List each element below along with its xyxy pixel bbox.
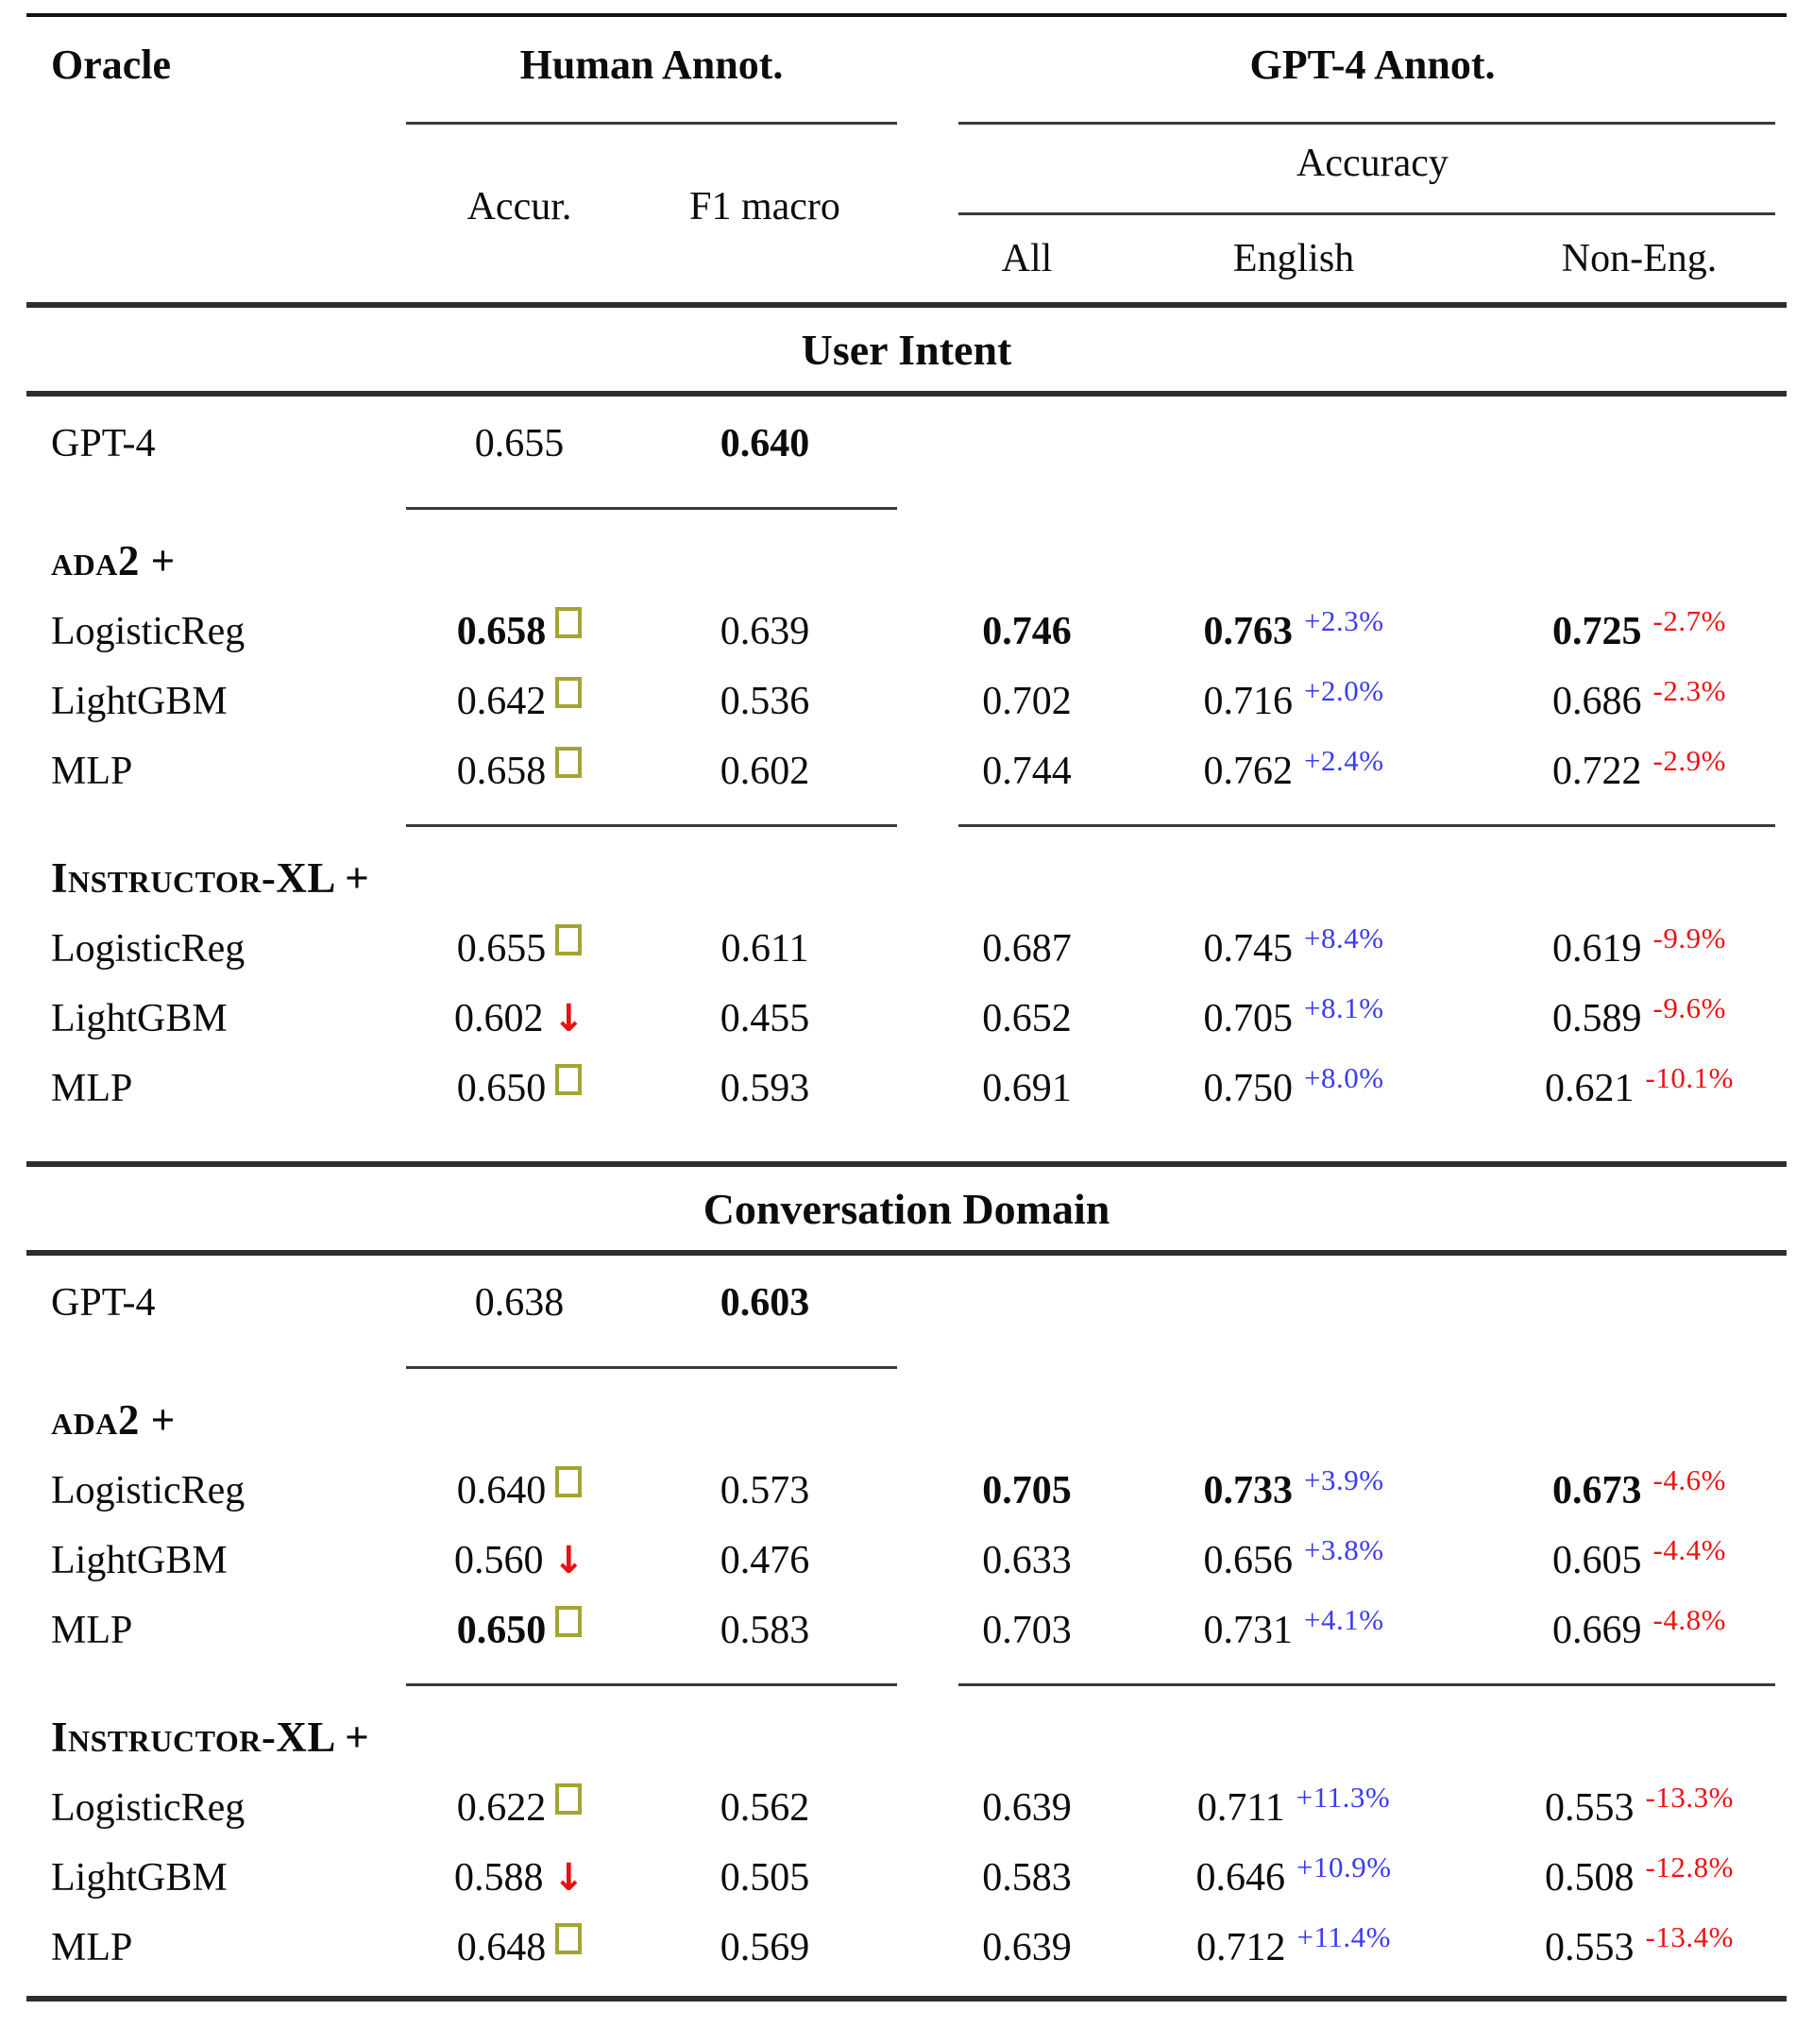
all-cell — [958, 1925, 1095, 1970]
significance-marker-icon — [555, 1606, 582, 1637]
f1-value: 0.639 — [720, 610, 810, 653]
noneng-delta: -4.6% — [1652, 1463, 1726, 1496]
column-header-f1-macro: F1 macro — [689, 185, 840, 228]
accur-value: 0.560 — [453, 1539, 544, 1582]
noneng-value: 0.669 — [1552, 1609, 1642, 1652]
section-title: Conversation Domain — [703, 1184, 1110, 1233]
english-delta: +10.9% — [1296, 1850, 1392, 1884]
significance-marker-icon: ↓ — [552, 1539, 585, 1582]
header-row-groups — [26, 17, 1787, 111]
noneng-value: 0.553 — [1545, 1786, 1635, 1830]
english-value: 0.712 — [1196, 1926, 1286, 1969]
noneng-value: 0.553 — [1545, 1926, 1635, 1969]
noneng-delta: -9.9% — [1652, 921, 1726, 954]
english-value: 0.656 — [1203, 1539, 1293, 1582]
english-value: 0.646 — [1195, 1856, 1285, 1900]
accuracy-rule — [958, 202, 1775, 215]
english-delta: +8.0% — [1303, 1061, 1384, 1094]
all-cell — [958, 1855, 1095, 1900]
accur-cell — [406, 421, 633, 466]
column-group-gpt4-annot: GPT-4 Annot. — [1249, 41, 1496, 88]
english-value: 0.716 — [1203, 680, 1293, 723]
f1-cell — [633, 1538, 897, 1583]
significance-marker-icon: ↓ — [552, 997, 585, 1040]
column-header-english: English — [1232, 237, 1355, 280]
noneng-delta: -2.3% — [1652, 674, 1726, 707]
column-header-accuracy: Accuracy — [1296, 142, 1449, 185]
english-value: 0.711 — [1196, 1786, 1285, 1830]
english-cell — [1095, 1781, 1492, 1831]
all-cell — [958, 1785, 1095, 1831]
accur-cell — [406, 609, 633, 654]
f1-cell — [633, 1608, 897, 1653]
accur-cell — [406, 1468, 633, 1513]
significance-marker-icon — [555, 1466, 582, 1497]
all-value: 0.746 — [982, 610, 1072, 653]
significance-marker-icon — [555, 1923, 582, 1954]
table-row — [26, 1526, 1787, 1596]
accur-value: 0.640 — [456, 1469, 547, 1512]
model-label: MLP — [51, 750, 133, 793]
f1-value: 0.505 — [720, 1856, 810, 1900]
column-header-all: All — [1001, 237, 1053, 280]
embedding-label-instructor-xl: Instructor-XL + — [51, 854, 370, 902]
english-cell — [1095, 1850, 1492, 1900]
noneng-cell — [1492, 1850, 1787, 1900]
noneng-cell — [1492, 1533, 1787, 1583]
noneng-cell — [1492, 604, 1787, 654]
table-row — [26, 597, 1787, 667]
noneng-cell — [1492, 991, 1787, 1041]
all-cell — [958, 609, 1095, 654]
human-annot-rule — [406, 1665, 897, 1686]
significance-marker-icon — [555, 1783, 582, 1815]
all-value: 0.639 — [982, 1786, 1072, 1830]
f1-cell — [633, 749, 897, 794]
f1-value: 0.640 — [720, 422, 810, 465]
noneng-delta: -13.4% — [1645, 1920, 1734, 1953]
accur-value: 0.655 — [456, 927, 547, 971]
model-label: LightGBM — [51, 1856, 228, 1900]
english-cell — [1095, 604, 1492, 654]
english-cell — [1095, 921, 1492, 971]
noneng-cell — [1492, 744, 1787, 794]
f1-value: 0.602 — [720, 750, 810, 793]
model-label: LogisticReg — [51, 1786, 246, 1830]
english-delta: +4.1% — [1303, 1603, 1384, 1636]
f1-cell — [633, 609, 897, 654]
noneng-delta: -10.1% — [1645, 1061, 1734, 1094]
embedding-label-ada2: ada2 + — [51, 537, 176, 584]
model-label: GPT-4 — [51, 1281, 156, 1325]
f1-cell — [633, 1066, 897, 1111]
english-delta: +2.0% — [1303, 674, 1384, 707]
gpt4-annot-rule — [958, 806, 1775, 827]
accur-cell — [406, 1925, 633, 1970]
accur-cell — [406, 1280, 633, 1326]
all-value: 0.633 — [982, 1539, 1072, 1582]
all-value: 0.705 — [982, 1469, 1072, 1512]
all-cell — [958, 1608, 1095, 1653]
f1-cell — [633, 679, 897, 724]
accur-value: 0.650 — [456, 1609, 547, 1652]
english-cell — [1095, 1463, 1492, 1513]
embedding-label-instructor-xl: Instructor-XL + — [51, 1714, 370, 1761]
model-label: MLP — [51, 1067, 133, 1110]
block-label-row — [26, 525, 1787, 597]
accur-cell — [406, 996, 633, 1041]
english-value: 0.763 — [1203, 610, 1293, 653]
noneng-delta: -2.9% — [1652, 744, 1726, 777]
noneng-cell — [1492, 1920, 1787, 1970]
significance-marker-icon — [555, 677, 582, 708]
english-value: 0.733 — [1203, 1469, 1293, 1512]
block-rule-row — [26, 1665, 1787, 1686]
significance-marker-icon — [555, 924, 582, 955]
embedding-label-ada2: ada2 + — [51, 1396, 176, 1444]
human-annot-rule — [406, 111, 897, 125]
header-group-rules — [26, 111, 1787, 125]
accuracy-rule-row — [26, 202, 1787, 215]
noneng-cell — [1492, 921, 1787, 971]
model-label: LogisticReg — [51, 927, 246, 971]
header-row-languages — [26, 215, 1787, 302]
f1-value: 0.593 — [720, 1067, 810, 1110]
gpt4-annot-rule — [958, 1665, 1775, 1686]
accur-value: 0.588 — [453, 1856, 544, 1900]
accur-cell — [406, 1855, 633, 1900]
accur-value: 0.648 — [456, 1926, 547, 1969]
model-label: LogisticReg — [51, 610, 246, 653]
noneng-value: 0.621 — [1545, 1067, 1635, 1110]
noneng-value: 0.605 — [1552, 1539, 1642, 1582]
significance-marker-icon — [555, 1064, 582, 1095]
noneng-delta: -9.6% — [1652, 991, 1726, 1024]
accur-value: 0.658 — [456, 750, 547, 793]
table-row — [26, 914, 1787, 984]
accur-cell — [406, 926, 633, 971]
f1-cell — [633, 996, 897, 1041]
f1-cell — [633, 926, 897, 971]
english-delta: +2.4% — [1303, 744, 1384, 777]
table-row-gpt4 — [26, 1256, 1787, 1350]
human-annot-rule — [406, 1350, 897, 1369]
all-cell — [958, 926, 1095, 971]
f1-cell — [633, 1855, 897, 1900]
accur-cell — [406, 679, 633, 724]
table-row — [26, 1843, 1787, 1913]
accur-value: 0.642 — [456, 680, 547, 723]
english-value: 0.762 — [1203, 750, 1293, 793]
english-cell — [1095, 1920, 1492, 1970]
table-row-gpt4 — [26, 397, 1787, 491]
accur-value: 0.658 — [456, 610, 547, 653]
table-row — [26, 1596, 1787, 1665]
english-cell — [1095, 744, 1492, 794]
noneng-value: 0.589 — [1552, 997, 1642, 1040]
noneng-value: 0.619 — [1552, 927, 1642, 971]
accur-value: 0.602 — [453, 997, 544, 1040]
column-header-noneng: Non-Eng. — [1561, 237, 1718, 280]
noneng-value: 0.725 — [1552, 610, 1642, 653]
significance-marker-icon — [555, 607, 582, 638]
english-cell — [1095, 1603, 1492, 1653]
accur-cell — [406, 1538, 633, 1583]
accur-value: 0.638 — [474, 1281, 565, 1325]
english-delta: +3.9% — [1303, 1463, 1384, 1496]
model-label: LogisticReg — [51, 1469, 246, 1512]
noneng-delta: -4.4% — [1652, 1533, 1726, 1566]
table-row — [26, 736, 1787, 806]
noneng-value: 0.673 — [1552, 1469, 1642, 1512]
table-row — [26, 1054, 1787, 1123]
noneng-delta: -12.8% — [1645, 1850, 1734, 1884]
english-cell — [1095, 674, 1492, 724]
f1-cell — [633, 1468, 897, 1513]
human-annot-rule — [406, 491, 897, 510]
all-cell — [958, 1468, 1095, 1513]
model-label: MLP — [51, 1609, 133, 1652]
noneng-cell — [1492, 1061, 1787, 1111]
english-delta: +3.8% — [1303, 1533, 1384, 1566]
english-value: 0.705 — [1203, 997, 1293, 1040]
english-delta: +11.3% — [1296, 1781, 1391, 1814]
english-delta: +8.1% — [1303, 991, 1384, 1024]
significance-marker-icon: ↓ — [552, 1856, 585, 1900]
noneng-delta: -13.3% — [1645, 1781, 1734, 1814]
block-rule-row — [26, 1350, 1787, 1369]
table-row — [26, 1456, 1787, 1526]
f1-cell — [633, 1925, 897, 1970]
all-value: 0.687 — [982, 927, 1072, 971]
column-group-human-annot: Human Annot. — [519, 41, 784, 88]
human-annot-rule — [406, 806, 897, 827]
f1-value: 0.611 — [720, 927, 809, 971]
f1-value: 0.476 — [720, 1539, 810, 1582]
all-cell — [958, 749, 1095, 794]
english-delta: +11.4% — [1296, 1920, 1391, 1953]
english-value: 0.745 — [1203, 927, 1293, 971]
table-bottom-rule — [26, 1996, 1787, 2002]
table-row — [26, 1773, 1787, 1843]
noneng-value: 0.686 — [1552, 680, 1642, 723]
table-row — [26, 667, 1787, 736]
f1-cell — [633, 421, 897, 466]
column-header-oracle: Oracle — [51, 41, 172, 88]
english-delta: +2.3% — [1303, 604, 1384, 637]
accur-cell — [406, 1066, 633, 1111]
noneng-value: 0.508 — [1545, 1856, 1635, 1900]
header-row-accuracy — [26, 125, 1787, 228]
model-label: LightGBM — [51, 1539, 228, 1582]
f1-cell — [633, 1785, 897, 1831]
all-cell — [958, 996, 1095, 1041]
all-value: 0.702 — [982, 680, 1072, 723]
accur-value: 0.622 — [456, 1786, 547, 1830]
significance-marker-icon — [555, 747, 582, 778]
table-row — [26, 984, 1787, 1054]
gpt4-annot-rule — [958, 111, 1775, 125]
noneng-delta: -2.7% — [1652, 604, 1726, 637]
noneng-cell — [1492, 1463, 1787, 1513]
noneng-cell — [1492, 1603, 1787, 1653]
block-rule-row — [26, 491, 1787, 510]
all-value: 0.639 — [982, 1926, 1072, 1969]
block-label-row — [26, 842, 1787, 914]
accur-cell — [406, 749, 633, 794]
all-cell — [958, 1538, 1095, 1583]
accur-value: 0.655 — [474, 422, 565, 465]
all-value: 0.583 — [982, 1856, 1072, 1900]
model-label: MLP — [51, 1926, 133, 1969]
f1-value: 0.455 — [720, 997, 810, 1040]
english-cell — [1095, 1533, 1492, 1583]
model-label: LightGBM — [51, 680, 228, 723]
f1-value: 0.573 — [720, 1469, 810, 1512]
section-title: User Intent — [801, 325, 1012, 374]
accur-cell — [406, 1785, 633, 1831]
english-cell — [1095, 1061, 1492, 1111]
column-header-accur: Accur. — [466, 185, 572, 228]
english-delta: +8.4% — [1303, 921, 1384, 954]
model-label: LightGBM — [51, 997, 228, 1040]
english-value: 0.731 — [1203, 1609, 1293, 1652]
f1-value: 0.536 — [720, 680, 810, 723]
noneng-cell — [1492, 1781, 1787, 1831]
all-value: 0.652 — [982, 997, 1072, 1040]
accur-cell — [406, 1608, 633, 1653]
english-value: 0.750 — [1203, 1067, 1293, 1110]
noneng-cell — [1492, 674, 1787, 724]
block-rule-row — [26, 806, 1787, 827]
f1-value: 0.583 — [720, 1609, 810, 1652]
f1-value: 0.603 — [720, 1281, 810, 1325]
all-cell — [958, 679, 1095, 724]
block-label-row — [26, 1384, 1787, 1456]
f1-cell — [633, 1280, 897, 1326]
block-label-row — [26, 1701, 1787, 1773]
section-band-user-intent — [26, 308, 1787, 391]
f1-value: 0.569 — [720, 1926, 810, 1969]
table-row — [26, 1913, 1787, 1983]
all-cell — [958, 1066, 1095, 1111]
all-value: 0.744 — [982, 750, 1072, 793]
model-label: GPT-4 — [51, 422, 156, 465]
noneng-value: 0.722 — [1552, 750, 1642, 793]
all-value: 0.691 — [982, 1067, 1072, 1110]
noneng-delta: -4.8% — [1652, 1603, 1726, 1636]
english-cell — [1095, 991, 1492, 1041]
f1-value: 0.562 — [720, 1786, 810, 1830]
all-value: 0.703 — [982, 1609, 1072, 1652]
section-band-conversation-domain — [26, 1167, 1787, 1250]
accur-value: 0.650 — [456, 1067, 547, 1110]
